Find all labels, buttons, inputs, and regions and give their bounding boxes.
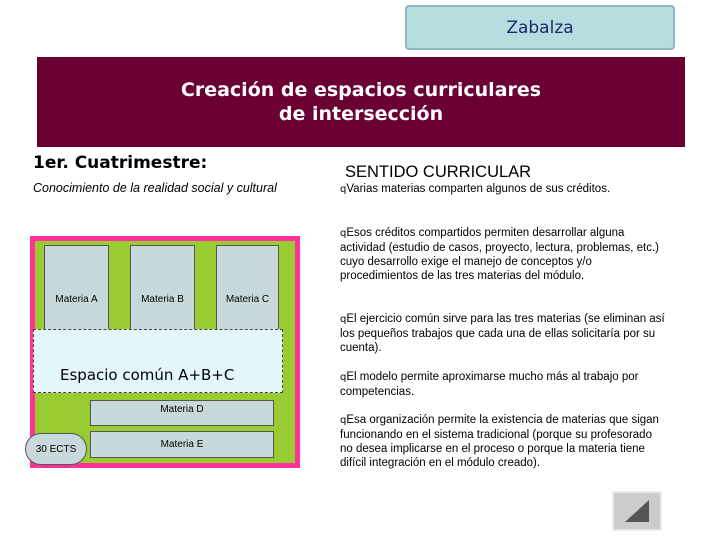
- materia-d-label: Materia D: [160, 404, 204, 415]
- paragraph-1-text: Varias materias comparten algunos de sus créditos.: [346, 183, 611, 195]
- subject-area: Conocimiento de la realidad social y cultural: [33, 181, 277, 195]
- back-button[interactable]: [612, 491, 662, 531]
- paragraph-5-text: Esa organización permite la existencia de materias que sigan funcionando en el sistema tradicional (porque su profesorado no desea implicarse en el proceso o porque la materia tiene difícil integración en el módulo creado).: [340, 414, 659, 469]
- materia-d-box: [90, 400, 274, 426]
- materia-e-box: [90, 431, 274, 458]
- paragraph-2-text: Esos créditos compartidos permiten desarrollar alguna actividad (estudio de casos, proyecto, lectura, problemas, etc.) cuyo desarrollo exige el manejo de conceptos y/o procedimientos de las tres materias del módulo.: [340, 227, 659, 282]
- common-space-label: Espacio común A+B+C: [60, 366, 235, 384]
- title-banner: [37, 57, 685, 147]
- materia-a-label: Materia A: [55, 293, 98, 305]
- materia-e-label: Materia E: [160, 439, 204, 450]
- checkbox-bullet-icon: q: [340, 184, 347, 195]
- paragraph-1: [340, 182, 665, 197]
- paragraph-4: [340, 370, 665, 399]
- materia-c-label: Materia C: [225, 293, 270, 305]
- paragraph-3-text: El ejercicio común sirve para las tres materias (se eliminan así los pequeños trabajos que cada una de ellas solicitaría por su cuenta).: [340, 313, 665, 354]
- paragraph-2: [340, 226, 665, 283]
- title-line-2: de intersección: [278, 103, 444, 125]
- author-tag-label: Zabalza: [506, 17, 574, 38]
- checkbox-bullet-icon: q: [340, 314, 347, 325]
- ects-label: 30 ECTS: [35, 443, 77, 455]
- paragraph-3: [340, 312, 665, 355]
- ects-badge: [25, 433, 87, 465]
- checkbox-bullet-icon: q: [340, 372, 347, 383]
- title-line-1: Creación de espacios curriculares: [180, 79, 542, 101]
- back-arrow-icon: [622, 497, 652, 525]
- sentido-heading: SENTIDO CURRICULAR: [345, 163, 532, 181]
- paragraph-5: [340, 413, 665, 470]
- semester-title: 1er. Cuatrimestre:: [33, 153, 208, 173]
- author-tag: [405, 5, 675, 50]
- materia-b-label: Materia B: [141, 293, 184, 305]
- paragraph-4-text: El modelo permite aproximarse mucho más al trabajo por competencias.: [340, 371, 639, 398]
- checkbox-bullet-icon: q: [340, 415, 347, 426]
- checkbox-bullet-icon: q: [340, 228, 347, 239]
